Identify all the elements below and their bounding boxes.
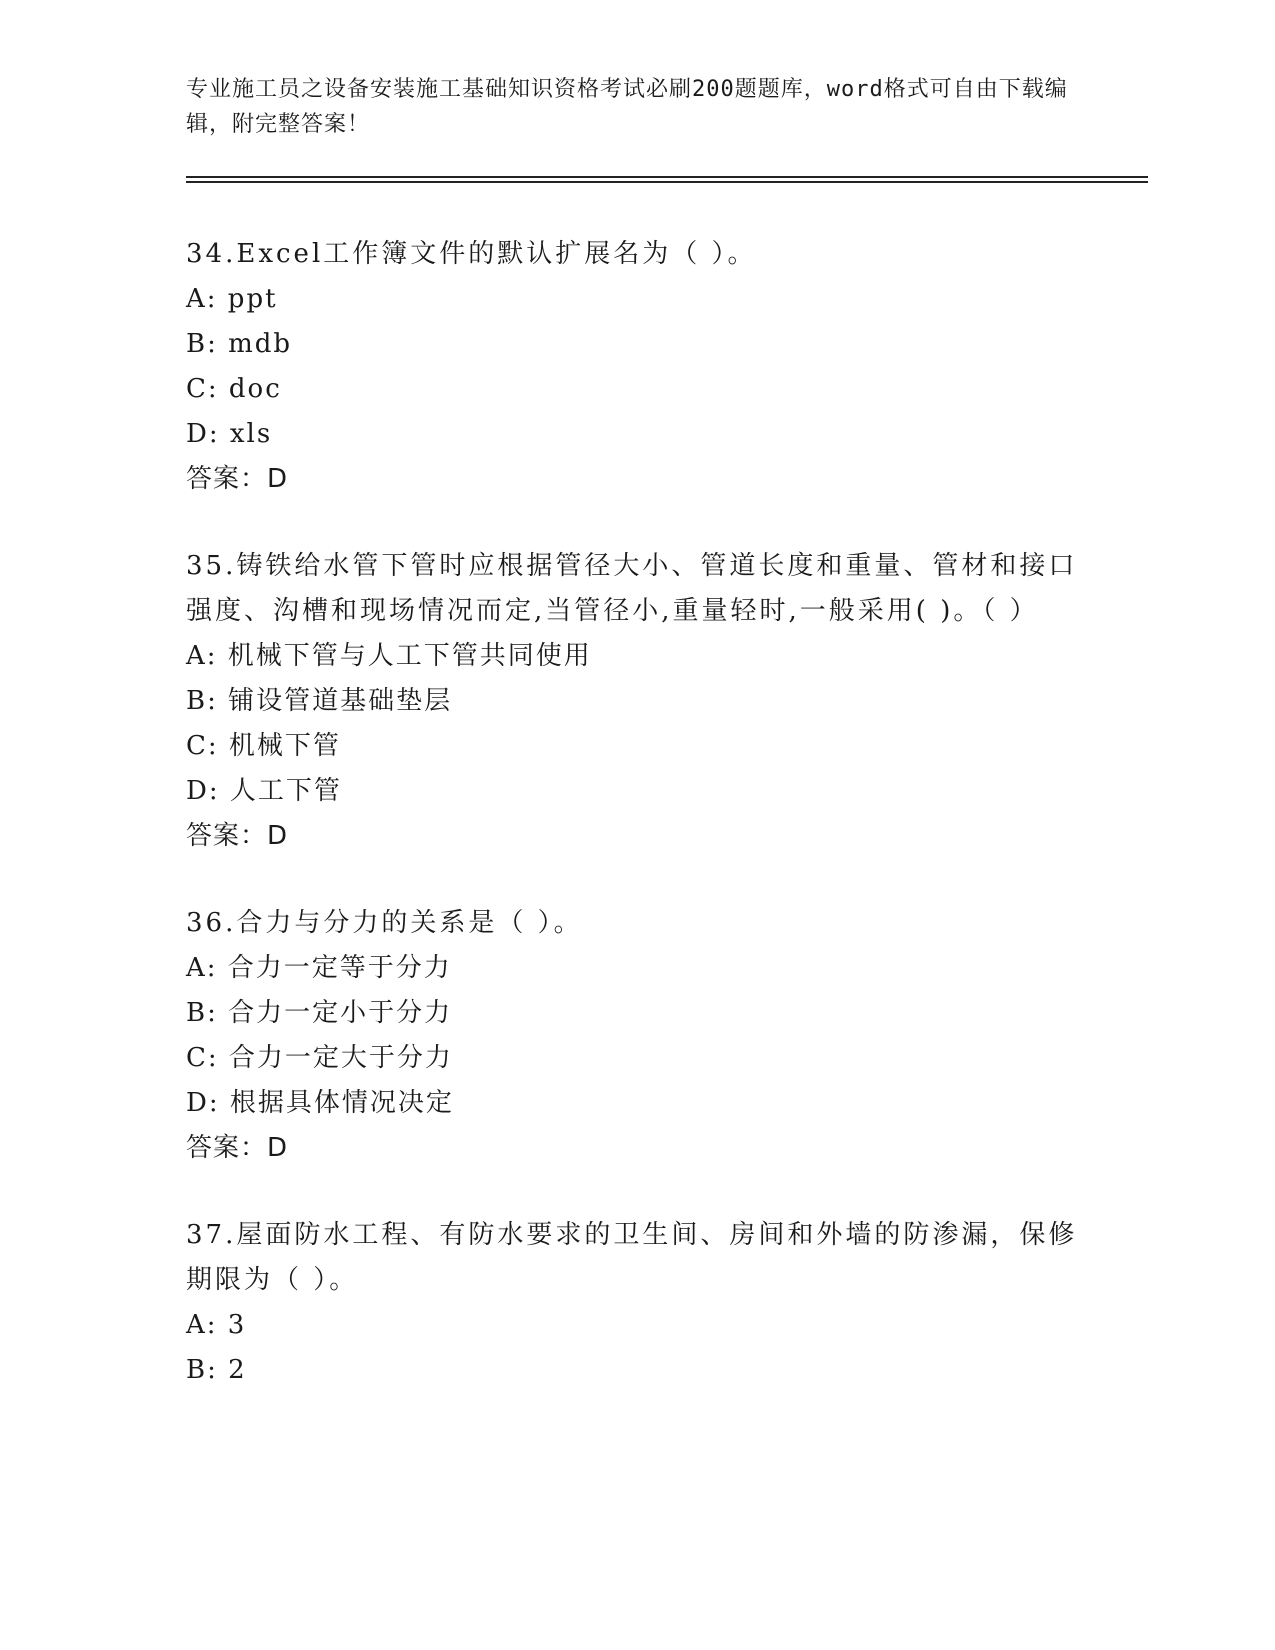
question-text: 34.Excel工作簿文件的默认扩展名为（ ）。	[186, 239, 757, 269]
option-b: B: 铺设管道基础垫层	[186, 686, 453, 716]
option-a: A: ppt	[186, 284, 278, 314]
option-a: A: 机械下管与人工下管共同使用	[186, 641, 592, 671]
question-34	[186, 232, 1086, 502]
question-list	[186, 232, 1086, 1435]
question-text: 37.屋面防水工程、有防水要求的卫生间、房间和外墙的防渗漏，保修期限为（ ）。	[186, 1220, 1078, 1295]
answer-line: 答案：D	[186, 464, 289, 494]
option-b: B: 合力一定小于分力	[186, 998, 453, 1028]
option-b: B: mdb	[186, 329, 293, 359]
option-d: D: 根据具体情况决定	[186, 1088, 454, 1118]
option-d: D: xls	[186, 419, 273, 449]
question-text: 36.合力与分力的关系是（ ）。	[186, 908, 583, 938]
question-text: 35.铸铁给水管下管时应根据管径大小、管道长度和重量、管材和接口强度、沟槽和现场情况而定,当管径小,重量轻时,一般采用( )。（ ）	[186, 551, 1078, 626]
option-b: B: 2	[186, 1355, 247, 1385]
header-divider-top	[186, 176, 1148, 178]
option-c: C: 机械下管	[186, 731, 341, 761]
option-c: C: 合力一定大于分力	[186, 1043, 453, 1073]
option-c: C: doc	[186, 374, 282, 404]
header-divider-bottom	[186, 181, 1148, 183]
answer-line: 答案：D	[186, 821, 289, 851]
option-d: D: 人工下管	[186, 776, 342, 806]
option-a: A: 合力一定等于分力	[186, 953, 452, 983]
question-36	[186, 901, 1086, 1171]
question-37	[186, 1213, 1086, 1393]
question-35	[186, 544, 1086, 859]
answer-line: 答案：D	[186, 1133, 289, 1163]
document-header: 专业施工员之设备安装施工基础知识资格考试必刷200题题库，word格式可自由下载编辑，附完整答案！	[186, 77, 1068, 137]
option-a: A: 3	[186, 1310, 247, 1340]
